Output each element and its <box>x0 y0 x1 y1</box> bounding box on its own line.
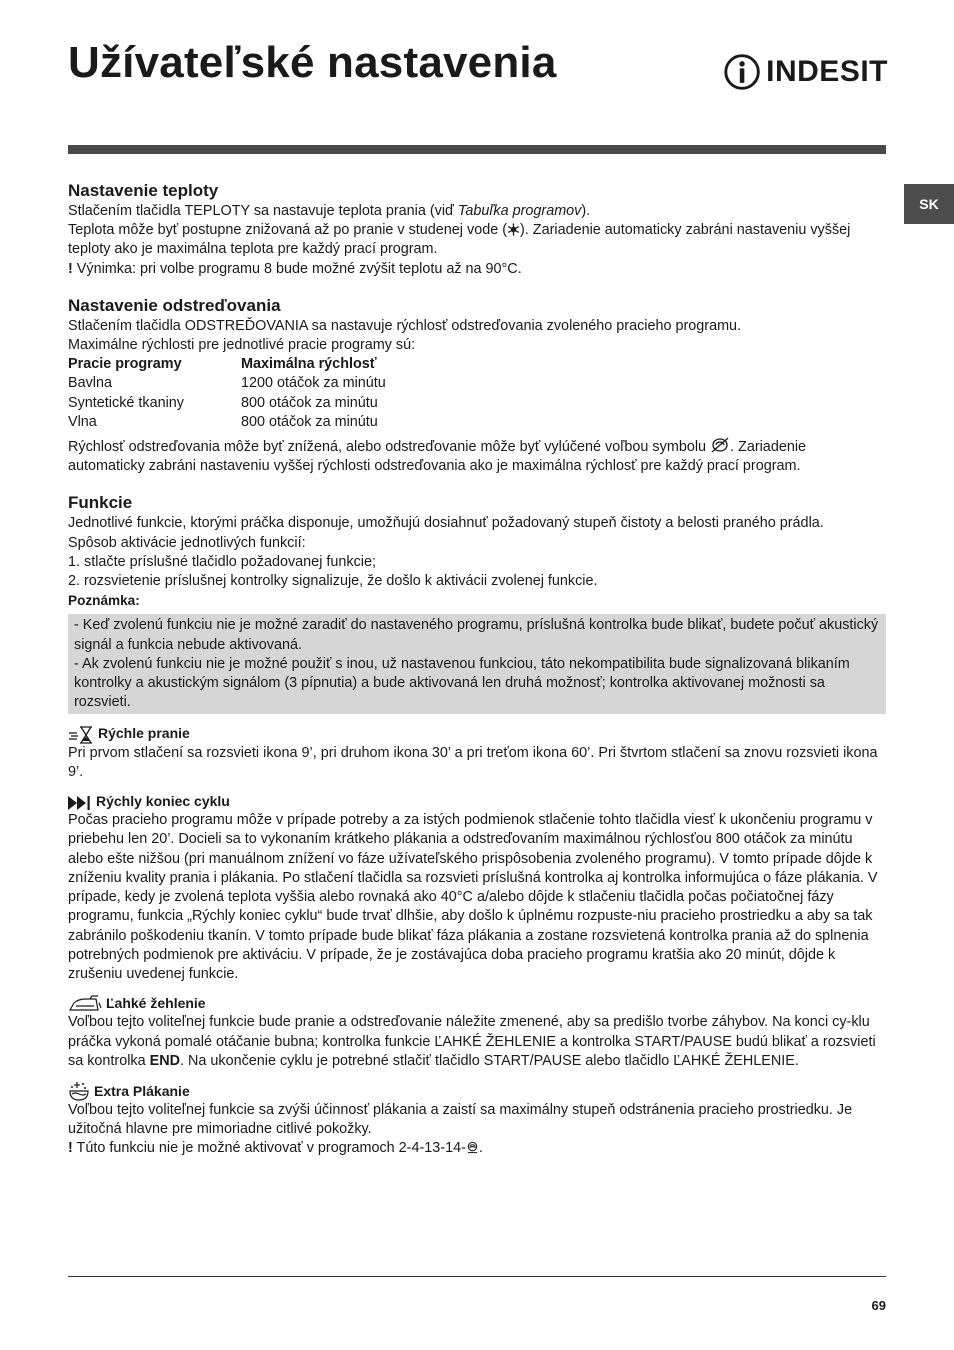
note-text-1: - Keď zvolenú funkciu nie je možné zaradiť do nastaveného programu, príslušná kontrolka bude blikať, budete počuť akustický signál a funkcia nebude aktivovaná. <box>74 617 879 653</box>
spin-speed-table <box>68 355 886 432</box>
functions-paragraph-2: Spôsob aktivácie jednotlivých funkcií: <box>68 534 306 551</box>
table-cell: 800 otáčok za minútu <box>241 394 378 411</box>
no-spin-icon <box>710 437 730 453</box>
main-content <box>68 180 886 1159</box>
fast-end-text: Počas pracieho programu môže v prípade potreby a za istých podmienok stlačenie tohto tlačidla viesť k ukončeniu programu v priebehu len 20’. Docieli sa to vykonaním krátkeho plákania a odstreďovaním maximálnou rýchlosťou 800 otáčok za minútu alebo ešte nižšou (pri manuálnom znížení vo fáze užívateľského prispôsobenia zvoleného programu). V tomto prípade dôjde k zníženiu kvality prania i plákania. Po stlačení tlačidla sa rozsvieti príslušná kontrolka aj kontrolka informujúca o fáze plákania. V prípade, kedy je zvolená teplota vyššia alebo rovnaká ako 40°C a/alebo dôjde k stlačeniu tlačidla počas počiatočnej fázy programu, funkcia „Rýchly koniec cyklu“ bude trvať dlhšie, aby došlo k úplnému rozpuste-niu pracieho prostriedku a aby sa tak zabránilo poškodeniu tkanín. V tomto prípade bude blikať fáza plákania a zostane rozsvietená kontrolka prania až do splnenia potrebných podmienok pre aktiváciu. V prípade, že je zostávajúca doba pracieho programu kratšia ako 20 minút, dôjde k zrušeniu uvedenej funkcie. <box>68 812 878 982</box>
table-cell: 800 otáčok za minútu <box>241 413 378 430</box>
table-header: Pracie programy <box>68 356 182 373</box>
table-cell: Syntetické tkaniny <box>68 394 184 411</box>
temp-paragraph-2: Teplota môže byť postupne znižovaná až po pranie v studenej vode ( ). Zariadenie automaticky zabráni nastaveniu vyššej teploty ako je maximálna teplota pre každý prací program. <box>68 222 851 258</box>
easy-iron-text: Voľbou tejto voliteľnej funkcie bude pranie a odstreďovanie náležite zmenené, aby sa predišlo tvorbe záhybov. Na konci cy-klu práčka vykoná pomalé otáčanie bubna; kontrolka funkcie ĽAHKÉ ŽEHLENIE a kontrolka START/PAUSE budú blikať a rozsvieti sa kontrolka END. Na ukončenie cyklu je potrebné stlačiť tlačidlo START/PAUSE alebo tlačidlo ĽAHKÉ ŽEHLENIE. <box>68 1014 876 1069</box>
quick-wash-icon <box>68 726 94 744</box>
table-header: Maximálna rýchlosť <box>241 356 377 373</box>
snowflake-icon <box>507 223 520 236</box>
quick-wash-text: Pri prvom stlačení sa rozsvieti ikona 9’, pri druhom ikona 30’ a pri treťom ikona 60’. Pri štvrtom stlačení sa znovu rozsvieti ikona 9’. <box>68 744 878 780</box>
iron-icon <box>68 995 102 1013</box>
heading-temperature: Nastavenie teploty <box>68 181 219 200</box>
footer-rule <box>68 1276 886 1277</box>
heading-spin: Nastavenie odstreďovania <box>68 295 281 315</box>
functions-paragraph-1: Jednotlivé funkcie, ktorými práčka disponuje, umožňujú dosiahnuť požadovaný stupeň čistoty a belosti praného prádla. <box>68 515 824 532</box>
note-text-2: - Ak zvolenú funkciu nie je možné použiť s inou, už nastavenou funkciou, táto nekompatibilita bude signalizovaná blikaním kontrolky a akustickým signálom (3 pípnutia) a bude aktivovaná len druhá možnosť; kontrolka aktivovanej možnosti sa rozsvieti. <box>74 655 850 711</box>
table-cell: Vlna <box>68 413 97 430</box>
header-rule <box>68 145 886 154</box>
table-cell: Bavlna <box>68 375 113 392</box>
easy-iron-title: Ľahké žehlenie <box>68 994 886 1013</box>
extra-rinse-text: Voľbou tejto voliteľnej funkcie sa zvýši účinnosť plákania a zaistí sa maximálny stupeň odstránenia pracieho prostriedku. Je užitočná hlavne pre mimoriadne citlivé pokožky. <box>68 1101 853 1138</box>
page-title: Užívateľské nastavenia <box>68 38 557 87</box>
note-box <box>68 614 886 714</box>
heading-functions: Funkcie <box>68 493 133 513</box>
extra-rinse-icon <box>68 1081 90 1101</box>
temp-paragraph-1: Stlačením tlačidla TEPLOTY sa nastavuje teplota prania (viď Tabuľka programov). <box>68 203 591 219</box>
note-label: Poznámka: <box>68 593 140 609</box>
fast-forward-icon <box>68 795 92 811</box>
spin-paragraph-3: Rýchlosť odstreďovania môže byť znížená, alebo odstreďovanie môže byť vylúčené voľbou symbolu . Zariadenie automaticky zabráni nastaveniu vyššej rýchlosti odstreďovania ako je maximálna rýchlosť pre každý prací program. <box>68 439 807 475</box>
fast-end-title: Rýchly koniec cyklu <box>68 792 886 811</box>
extra-rinse-title: Extra Plákanie <box>68 1081 886 1101</box>
brand-name: INDESIT <box>766 55 888 88</box>
language-tab: SK <box>904 184 954 224</box>
wool-program-icon <box>466 1141 479 1154</box>
table-cell: 1200 otáčok za minútu <box>241 375 386 392</box>
extra-rinse-warning: ! Túto funkciu nie je možné aktivovať v programoch 2-4-13-14- . <box>68 1140 483 1157</box>
brand-logo <box>724 50 888 94</box>
spin-paragraph-2: Maximálne rýchlosti pre jednotlivé pracie programy sú: <box>68 337 416 354</box>
page-number: 69 <box>871 1298 886 1313</box>
indesit-i-logo-icon <box>724 52 760 92</box>
functions-step-1: 1. stlačte príslušné tlačidlo požadovanej funkcie; <box>68 553 376 570</box>
temp-exception: ! Výnimka: pri volbe programu 8 bude možné zvýšit teplotu až na 90°C. <box>68 260 522 277</box>
functions-step-2: 2. rozsvietenie príslušnej kontrolky signalizuje, že došlo k aktivácii zvolenej funkcie. <box>68 573 598 590</box>
spin-paragraph-1: Stlačením tlačidla ODSTREĎOVANIA sa nastavuje rýchlosť odstreďovania zvoleného pracieho programu. <box>68 317 742 334</box>
quick-wash-title: Rýchle pranie <box>68 724 886 743</box>
